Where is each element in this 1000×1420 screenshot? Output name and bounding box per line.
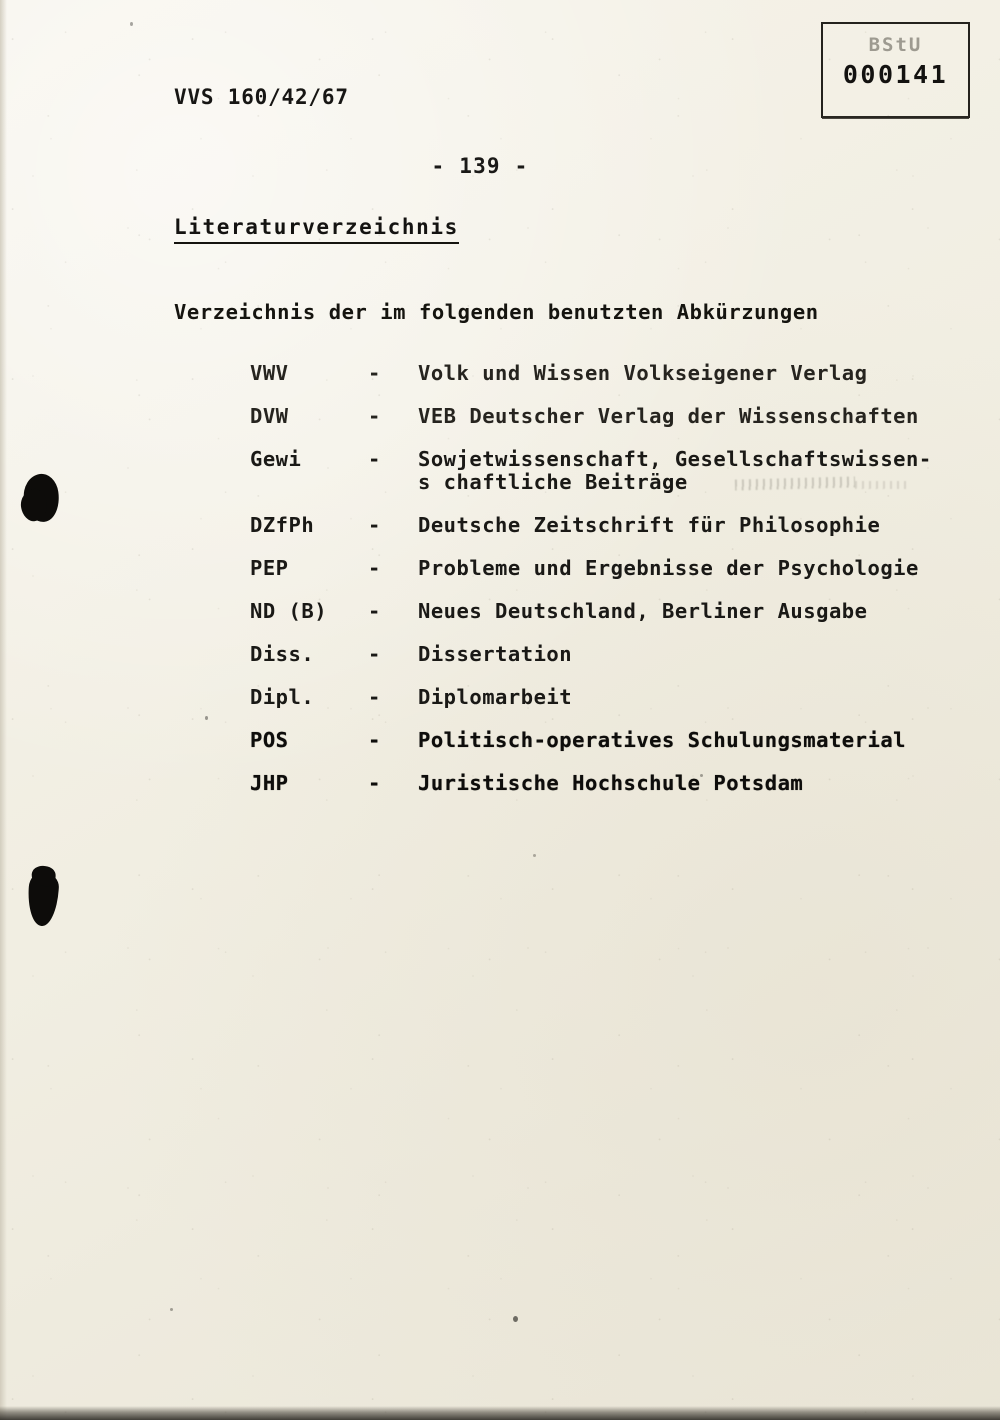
abbreviation-dash: - xyxy=(368,446,381,471)
page-title: Literaturverzeichnis xyxy=(174,214,459,244)
abbreviation-dash: - xyxy=(368,770,381,795)
abbreviation-description-line: Sowjetwissenschaft, Gesellschaftswissen- xyxy=(418,446,932,471)
abbreviation-description xyxy=(418,643,970,666)
abbreviation-list xyxy=(250,362,970,814)
abbreviation-row xyxy=(250,514,970,537)
abbreviation-key: DVW xyxy=(250,403,289,428)
abbreviation-key: PEP xyxy=(250,555,289,580)
page-number: - 139 - xyxy=(431,154,529,178)
abbreviation-description-line: Dissertation xyxy=(418,641,573,666)
abbreviation-description xyxy=(418,448,970,494)
abbreviation-key: POS xyxy=(250,727,289,752)
abbreviation-description xyxy=(418,557,970,580)
abbreviation-key: Gewi xyxy=(250,446,302,471)
abbreviation-dash: - xyxy=(368,512,381,537)
abbreviation-description-line: Volk und Wissen Volkseigener Verlag xyxy=(418,361,868,385)
abbreviation-row xyxy=(250,405,970,428)
abbreviation-row xyxy=(250,448,970,494)
abbreviation-description-line: Probleme und Ergebnisse der Psychologie xyxy=(418,555,919,580)
abbreviation-dash: - xyxy=(368,403,381,428)
archive-page-number: 000141 xyxy=(842,60,949,89)
abbreviation-description xyxy=(418,362,970,385)
abbreviation-description xyxy=(418,600,970,623)
abbreviation-key: Dipl. xyxy=(250,684,315,709)
abbreviation-key: DZfPh xyxy=(250,512,315,537)
abbreviation-dash: - xyxy=(368,727,381,752)
abbreviation-dash: - xyxy=(368,361,381,385)
paper-speck-4 xyxy=(533,854,536,857)
abbreviation-description-line: Deutsche Zeitschrift für Philosophie xyxy=(418,512,881,537)
abbreviation-key: ND (B) xyxy=(250,598,328,623)
abbreviation-row xyxy=(250,686,970,709)
abbreviation-row xyxy=(250,772,970,795)
abbreviation-description xyxy=(418,514,970,537)
abbreviation-dash: - xyxy=(368,555,381,580)
abbreviation-description-line: Politisch-operatives Schulungsmaterial xyxy=(418,727,906,752)
abbreviation-description-line: Diplomarbeit xyxy=(418,684,573,709)
paper-speck-6 xyxy=(130,22,133,26)
abbreviation-description-line: Juristische Hochschule Potsdam xyxy=(418,770,804,795)
paper-speck-2 xyxy=(205,716,208,720)
abbreviation-description xyxy=(418,405,970,428)
abbreviation-row xyxy=(250,643,970,666)
abbreviation-row xyxy=(250,600,970,623)
document-classification-id: VVS 160/42/67 xyxy=(174,85,349,109)
scan-bottom-edge xyxy=(0,1406,1000,1420)
ink-blot-lower xyxy=(26,871,60,927)
paper-speck-3 xyxy=(170,1308,173,1311)
scan-left-edge xyxy=(0,0,7,1420)
abbreviation-key: Diss. xyxy=(250,641,315,666)
abbreviation-row xyxy=(250,362,970,385)
abbreviation-key: JHP xyxy=(250,770,289,795)
abbreviation-row xyxy=(250,557,970,580)
abbreviation-description xyxy=(418,772,970,795)
abbreviation-dash: - xyxy=(368,641,381,666)
abbreviation-dash: - xyxy=(368,598,381,623)
abbreviation-description xyxy=(418,729,970,752)
abbreviation-description-line: Neues Deutschland, Berliner Ausgabe xyxy=(418,598,868,623)
abbreviation-description xyxy=(418,686,970,709)
abbreviation-description-line: VEB Deutscher Verlag der Wissenschaften xyxy=(418,403,919,428)
abbreviation-description-continuation: s chaftliche Beiträge xyxy=(418,469,688,494)
subtitle: Verzeichnis der im folgenden benutzten Abkürzungen xyxy=(174,300,819,324)
abbreviation-dash: - xyxy=(368,684,381,709)
ink-blot-upper xyxy=(21,472,62,524)
archive-agency-label: BStU xyxy=(868,34,923,56)
archive-stamp-box xyxy=(821,22,970,118)
paper-speck-1 xyxy=(513,1316,518,1322)
abbreviation-key: VWV xyxy=(250,361,289,385)
abbreviation-row xyxy=(250,729,970,752)
